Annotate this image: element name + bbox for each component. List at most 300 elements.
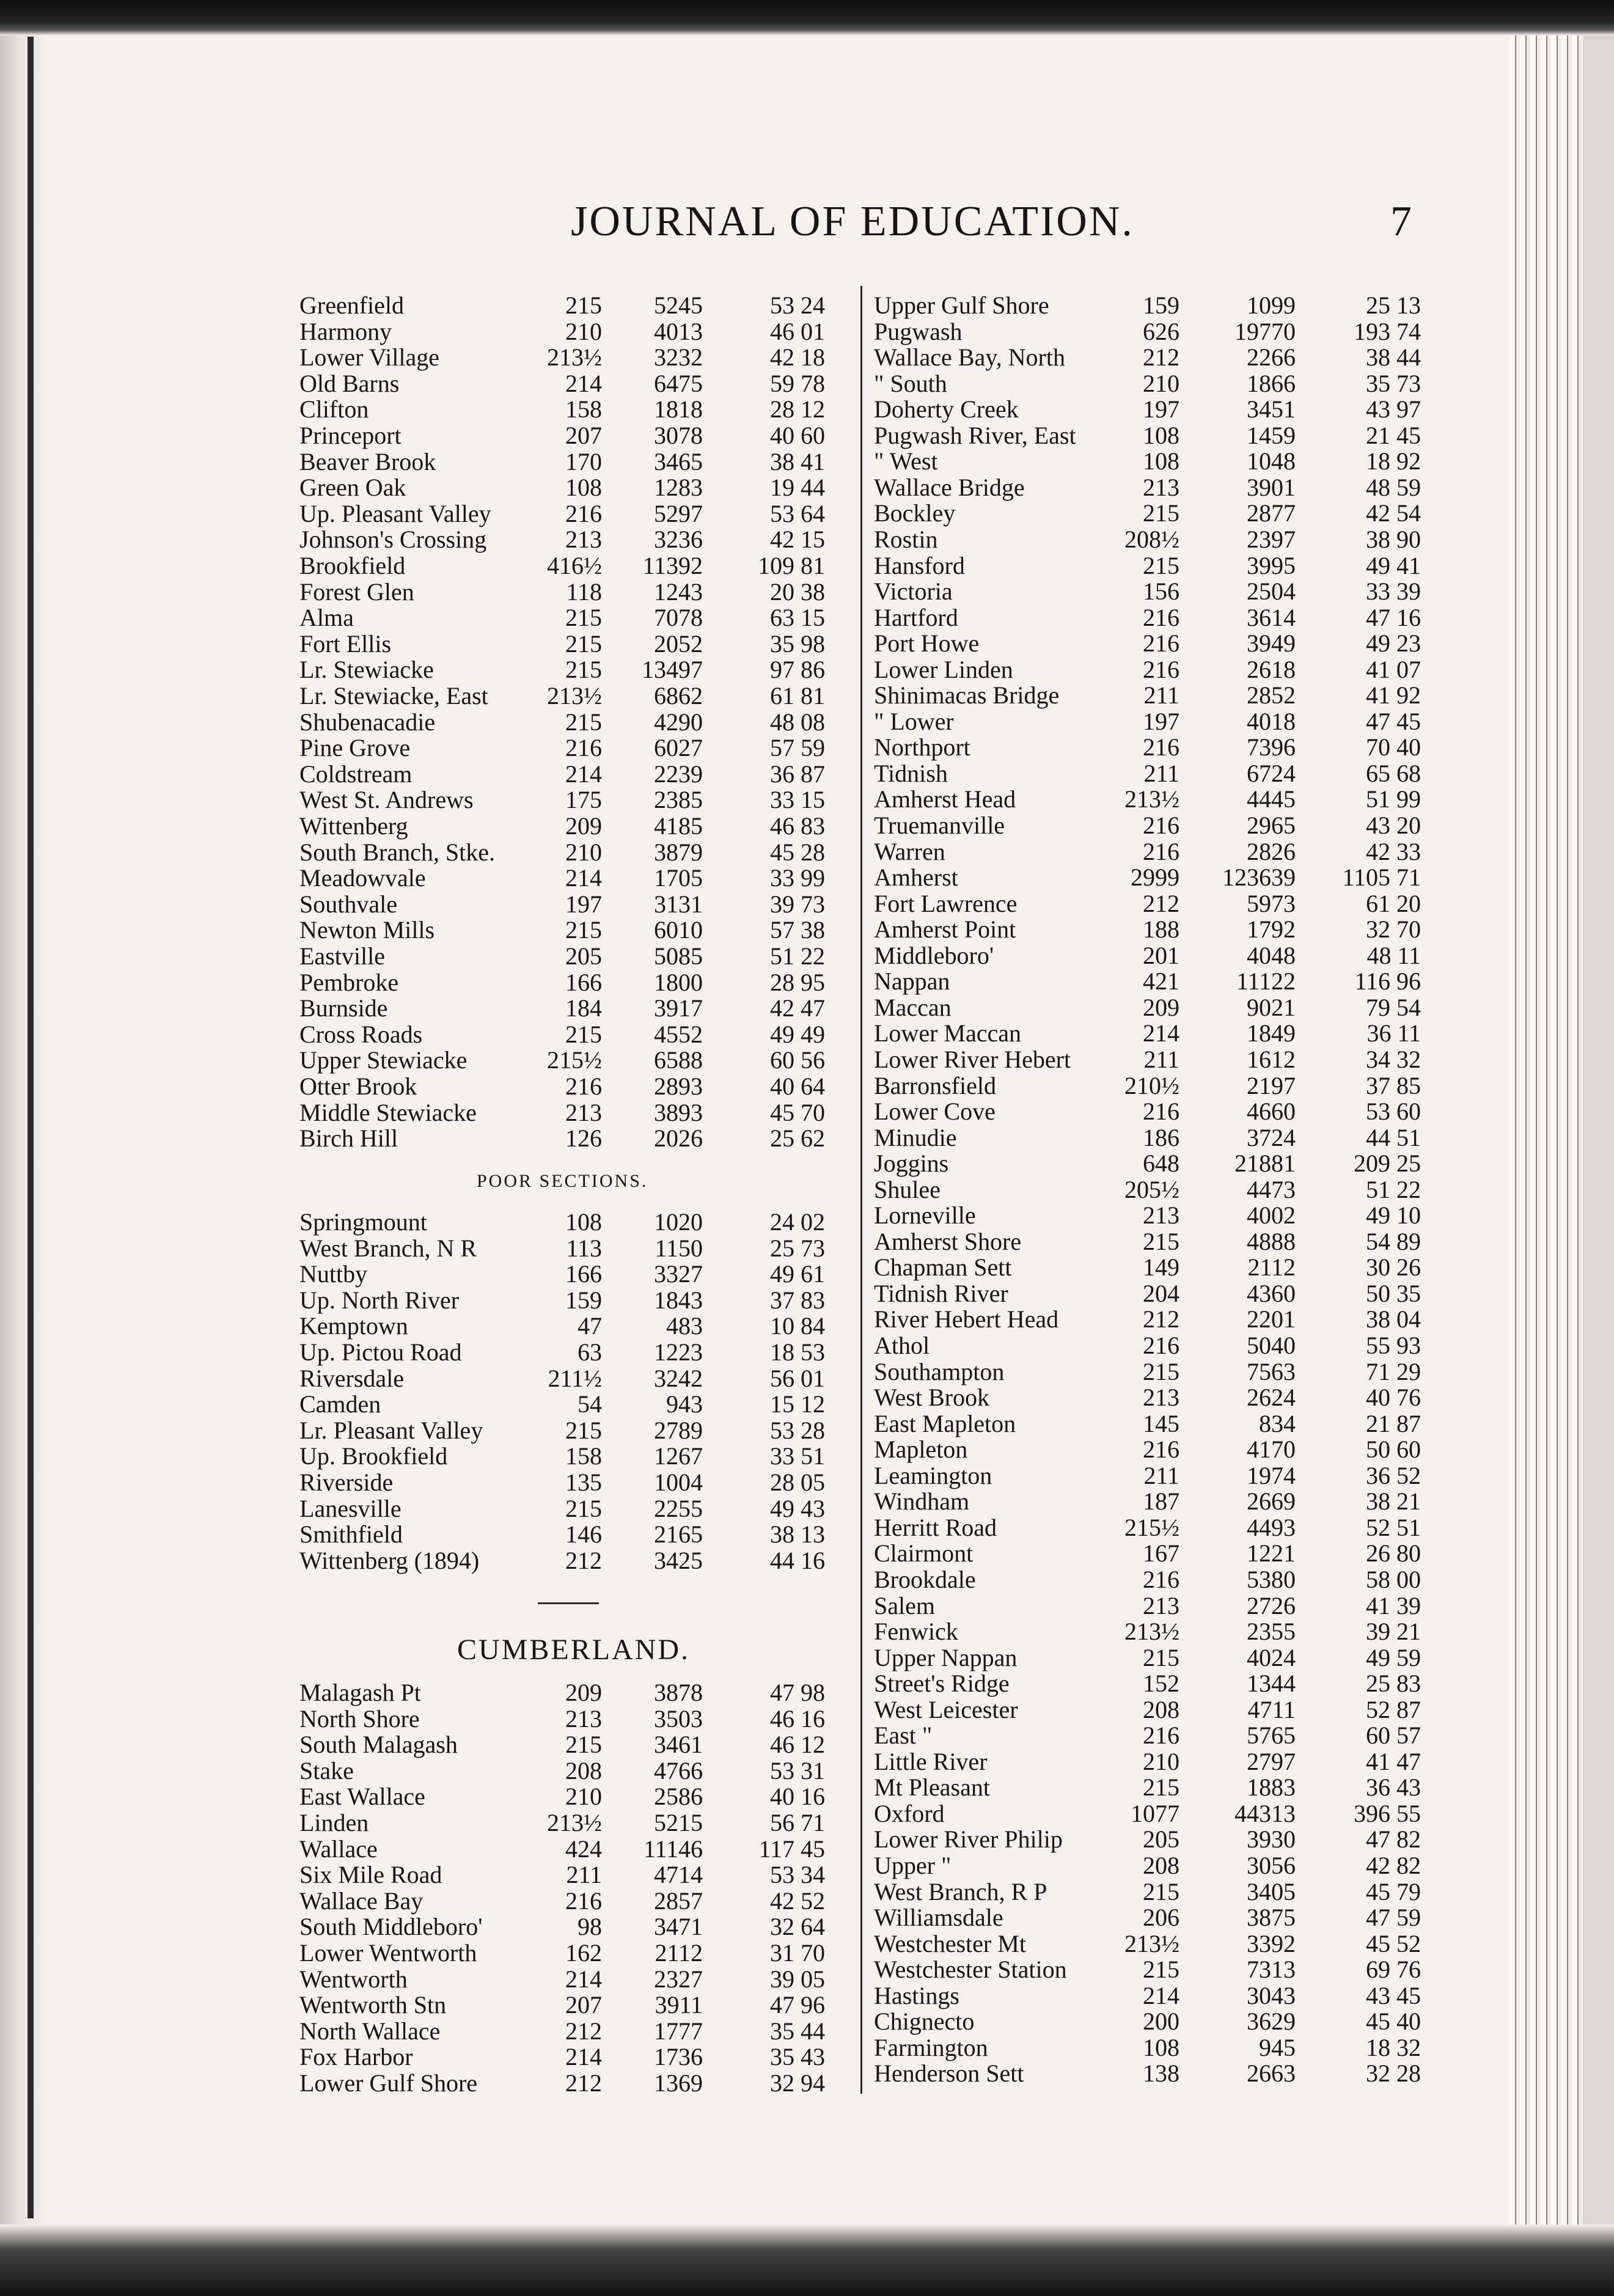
section-name: Linden: [299, 1809, 369, 1836]
grant-amount: 21 87: [1366, 1409, 1421, 1437]
days-taught: 215: [565, 916, 602, 944]
table-row: [874, 1202, 1424, 1229]
table-row: [874, 2060, 1424, 2087]
attendance-total: 3949: [1247, 629, 1296, 658]
days-taught: 213½: [1124, 1618, 1179, 1646]
grant-amount: 33 15: [770, 786, 825, 814]
section-name: Malagash Pt: [299, 1679, 421, 1706]
days-taught: 197: [1143, 395, 1179, 424]
section-name: Windham: [874, 1487, 970, 1516]
table-row: [874, 1280, 1424, 1307]
grant-amount: 45 28: [770, 838, 825, 866]
grant-amount: 38 13: [770, 1520, 825, 1549]
table-row: [299, 1810, 837, 1836]
grant-amount: 25 83: [1366, 1670, 1421, 1698]
attendance-total: 5245: [654, 292, 703, 319]
grant-amount: 35 98: [770, 629, 825, 658]
section-name: Lower Gulf Shore: [299, 2069, 478, 2097]
attendance-total: 3425: [654, 1546, 703, 1574]
attendance-total: 7396: [1247, 733, 1296, 761]
attendance-total: 3614: [1247, 603, 1296, 631]
section-name: Cross Roads: [299, 1020, 423, 1048]
days-taught: 215: [565, 604, 602, 632]
table-row: [299, 1679, 837, 1706]
days-taught: 210: [565, 1783, 602, 1811]
table-row: [874, 2034, 1424, 2061]
days-taught: 212: [565, 1546, 602, 1574]
attendance-total: 3878: [654, 1679, 703, 1706]
grant-amount: 117 45: [758, 1835, 825, 1863]
section-name: Amherst Shore: [874, 1227, 1022, 1255]
table-row: [299, 1940, 837, 1967]
attendance-total: 2026: [654, 1124, 703, 1153]
section-name: Northport: [874, 733, 970, 761]
attendance-total: 3917: [654, 994, 703, 1022]
attendance-total: 3451: [1247, 395, 1296, 424]
section-name: Springmount: [299, 1208, 427, 1236]
grant-amount: 32 94: [770, 2069, 825, 2097]
grant-amount: 53 60: [1366, 1098, 1421, 1126]
poor-sections-heading: POOR SECTIONS.: [477, 1171, 648, 1191]
days-taught: 205: [1143, 1825, 1179, 1854]
days-taught: 156: [1143, 578, 1179, 606]
days-taught: 215½: [547, 1046, 602, 1074]
days-taught: 215: [565, 292, 602, 319]
attendance-total: 123639: [1222, 864, 1296, 892]
attendance-total: 3078: [654, 422, 703, 449]
grant-amount: 46 16: [770, 1704, 825, 1733]
days-taught: 207: [565, 1991, 602, 2019]
table-row: [299, 1966, 837, 1993]
days-taught: 135: [565, 1469, 602, 1496]
table-row: [299, 1469, 837, 1496]
section-name: River Hebert Head: [874, 1305, 1059, 1333]
grant-amount: 47 82: [1366, 1825, 1421, 1854]
table-row: [299, 1417, 837, 1444]
days-taught: 188: [1143, 915, 1179, 944]
table-row: [874, 578, 1424, 605]
table-row: [874, 1956, 1424, 1983]
table-row: [874, 552, 1424, 579]
attendance-total: 1223: [654, 1338, 703, 1366]
attendance-total: 2112: [1247, 1253, 1296, 1282]
grant-amount: 44 16: [770, 1546, 825, 1574]
attendance-total: 7313: [1247, 1956, 1296, 1984]
section-name: Farmington: [874, 2033, 988, 2061]
table-row: [874, 1982, 1424, 2009]
journal-title: JOURNAL OF EDUCATION.: [571, 198, 1134, 245]
days-taught: 108: [1143, 447, 1179, 475]
attendance-total: 1020: [654, 1208, 703, 1236]
section-name: Victoria: [874, 578, 953, 606]
grant-amount: 40 60: [770, 422, 825, 449]
attendance-total: 4013: [654, 317, 703, 345]
table-row: [299, 1313, 837, 1340]
days-taught: 204: [1143, 1279, 1179, 1307]
section-name: Kemptown: [299, 1312, 408, 1340]
attendance-total: 834: [1259, 1409, 1296, 1437]
attendance-total: 3043: [1247, 1981, 1296, 2009]
attendance-total: 5215: [654, 1809, 703, 1836]
attendance-total: 1459: [1247, 421, 1296, 449]
section-name: Old Barns: [299, 369, 400, 397]
attendance-total: 1705: [654, 864, 703, 892]
table-row: [874, 526, 1424, 553]
section-name: Salem: [874, 1591, 935, 1619]
table-row: [874, 1645, 1424, 1671]
days-taught: 209: [565, 1679, 602, 1706]
section-name: Hansford: [874, 551, 965, 579]
days-taught: 213: [1143, 1201, 1179, 1230]
days-taught: 213: [565, 526, 602, 554]
attendance-total: 2826: [1247, 837, 1296, 865]
section-name: Lower River Hebert: [874, 1045, 1071, 1073]
grant-amount: 40 76: [1366, 1384, 1421, 1412]
attendance-total: 4473: [1247, 1175, 1296, 1203]
section-name: Upper Gulf Shore: [874, 292, 1049, 319]
table-row: [874, 1462, 1424, 1489]
grant-amount: 51 99: [1366, 785, 1421, 813]
table-row: [299, 474, 837, 501]
grant-amount: 61 20: [1366, 889, 1421, 917]
attendance-total: 4445: [1247, 785, 1296, 813]
grant-amount: 18 53: [770, 1338, 825, 1366]
days-taught: 215: [565, 1731, 602, 1759]
section-name: Herritt Road: [874, 1513, 997, 1541]
days-taught: 211½: [548, 1364, 602, 1392]
grant-amount: 28 05: [770, 1469, 825, 1496]
section-name: Lower Linden: [874, 655, 1013, 683]
section-name: Pine Grove: [299, 734, 411, 762]
table-row: [874, 630, 1424, 657]
grant-amount: 32 64: [770, 1913, 825, 1941]
days-taught: 167: [1143, 1539, 1179, 1568]
section-name: Shulee: [874, 1175, 941, 1203]
grant-amount: 31 70: [770, 1939, 825, 1967]
days-taught: 214: [1143, 1019, 1179, 1047]
attendance-total: 1800: [654, 968, 703, 996]
attendance-total: 2201: [1247, 1305, 1296, 1333]
grant-amount: 71 29: [1366, 1357, 1421, 1385]
attendance-total: 3242: [654, 1364, 703, 1392]
grant-amount: 116 96: [1354, 967, 1421, 996]
grant-amount: 35 43: [770, 2043, 825, 2071]
days-taught: 212: [1143, 1305, 1179, 1333]
grant-amount: 69 76: [1366, 1956, 1421, 1984]
attendance-total: 5380: [1247, 1565, 1296, 1593]
days-taught: 208: [1143, 1695, 1179, 1723]
section-name: East Mapleton: [874, 1409, 1016, 1437]
section-name: Fenwick: [874, 1618, 958, 1646]
days-taught: 166: [565, 1260, 602, 1288]
attendance-total: 2266: [1247, 343, 1296, 372]
days-taught: 216: [1143, 655, 1179, 683]
attendance-total: 1843: [654, 1286, 703, 1314]
section-name: Wallace Bridge: [874, 473, 1025, 501]
attendance-total: 943: [666, 1390, 703, 1418]
grant-amount: 36 11: [1366, 1019, 1421, 1047]
section-name: Hastings: [874, 1981, 959, 2009]
attendance-total: 4552: [654, 1020, 703, 1048]
attendance-total: 5765: [1247, 1722, 1296, 1750]
table-row: [874, 1098, 1424, 1125]
grant-amount: 19 44: [770, 474, 825, 502]
section-name: Up. Pleasant Valley: [299, 499, 491, 527]
grant-amount: 79 54: [1366, 993, 1421, 1021]
table-row: [299, 1391, 837, 1418]
attendance-total: 3056: [1247, 1852, 1296, 1879]
section-name: Middleboro': [874, 941, 994, 969]
table-row: [299, 1547, 837, 1574]
table-row: [299, 1861, 837, 1888]
grant-amount: 36 43: [1366, 1773, 1421, 1802]
days-taught: 213½: [547, 1809, 602, 1836]
days-taught: 213: [1143, 473, 1179, 501]
attendance-total: 3405: [1247, 1877, 1296, 1905]
attendance-total: 2789: [654, 1416, 703, 1444]
section-name: Smithfield: [299, 1520, 403, 1549]
attendance-total: 4290: [654, 708, 703, 736]
grant-amount: 50 60: [1366, 1436, 1421, 1464]
days-taught: 214: [565, 864, 602, 892]
section-name: Oxford: [874, 1799, 945, 1827]
grant-amount: 30 26: [1366, 1253, 1421, 1282]
section-name: Newton Mills: [299, 916, 435, 944]
grant-amount: 53 34: [770, 1861, 825, 1889]
grant-amount: 25 62: [770, 1124, 825, 1153]
days-taught: 152: [1143, 1670, 1179, 1698]
attendance-total: 2112: [655, 1939, 703, 1967]
grant-amount: 42 82: [1366, 1852, 1421, 1879]
grant-amount: 41 39: [1366, 1591, 1421, 1619]
table-row: [874, 734, 1424, 761]
table-row: [299, 1365, 837, 1392]
days-taught: 211: [1143, 681, 1179, 710]
grant-amount: 10 84: [770, 1312, 825, 1340]
days-taught: 184: [565, 994, 602, 1022]
table-row: [299, 1073, 837, 1100]
days-taught: 211: [1143, 1461, 1179, 1489]
table-row: [299, 1783, 837, 1810]
section-name: Westchester Mt: [874, 1929, 1026, 1957]
section-name: West Leicester: [874, 1695, 1018, 1723]
table-row: [874, 1879, 1424, 1905]
grant-amount: 38 41: [770, 447, 825, 475]
table-row: [299, 709, 837, 736]
attendance-total: 6588: [654, 1046, 703, 1074]
grant-amount: 44 51: [1366, 1123, 1421, 1151]
attendance-total: 3893: [654, 1098, 703, 1126]
attendance-total: 1283: [654, 474, 703, 502]
page-header: [293, 194, 1412, 249]
days-taught: 215: [565, 629, 602, 658]
table-row: [299, 761, 837, 788]
days-taught: 213: [1143, 1591, 1179, 1619]
table-row: [299, 1021, 837, 1048]
attendance-total: 21881: [1234, 1150, 1296, 1178]
table-row: [299, 2018, 837, 2045]
grant-amount: 47 16: [1366, 603, 1421, 631]
section-name: Green Oak: [299, 474, 406, 502]
days-taught: 63: [578, 1338, 602, 1366]
table-row: [299, 1758, 837, 1784]
section-name: Lr. Pleasant Valley: [299, 1416, 483, 1444]
grant-amount: 52 51: [1366, 1513, 1421, 1541]
attendance-total: 2726: [1247, 1591, 1296, 1619]
table-row: [874, 1410, 1424, 1437]
days-taught: 210: [565, 317, 602, 345]
days-taught: 416½: [547, 552, 602, 579]
grant-amount: 38 44: [1366, 343, 1421, 372]
grant-amount: 46 01: [770, 317, 825, 345]
section-name: Mapleton: [874, 1436, 968, 1464]
section-name: Burnside: [299, 994, 388, 1022]
table-row: [299, 969, 837, 996]
days-taught: 47: [578, 1312, 602, 1340]
section-name: " West: [874, 447, 938, 475]
attendance-total: 2239: [654, 760, 703, 788]
grant-amount: 42 15: [770, 526, 825, 554]
days-taught: 187: [1143, 1487, 1179, 1516]
days-taught: 145: [1143, 1409, 1179, 1437]
attendance-total: 3879: [654, 838, 703, 866]
days-taught: 197: [1143, 707, 1179, 735]
section-name: Minudie: [874, 1123, 957, 1151]
scan-left-margin: [0, 35, 49, 2224]
section-name: Warren: [874, 837, 945, 865]
table-row: [299, 1992, 837, 2019]
days-taught: 210½: [1124, 1071, 1179, 1099]
table-row: [874, 1826, 1424, 1853]
days-taught: 108: [565, 474, 602, 502]
grant-amount: 36 87: [770, 760, 825, 788]
section-name: Wentworth Stn: [299, 1991, 447, 2019]
section-name: Brookfield: [299, 552, 406, 579]
table-row: [874, 812, 1424, 839]
section-name: South Malagash: [299, 1731, 458, 1759]
grant-amount: 48 59: [1366, 473, 1421, 501]
section-name: Riverside: [299, 1469, 394, 1496]
table-row: [874, 1800, 1424, 1827]
table-row: [874, 396, 1424, 423]
scan-right-edge: [1583, 35, 1614, 2224]
table-row: [874, 422, 1424, 449]
attendance-total: 3232: [654, 343, 703, 372]
days-taught: 158: [565, 395, 602, 424]
days-taught: 214: [1143, 1981, 1179, 2009]
attendance-total: 5297: [654, 499, 703, 527]
days-taught: 216: [1143, 1436, 1179, 1464]
days-taught: 216: [1143, 1722, 1179, 1750]
attendance-total: 4714: [654, 1861, 703, 1889]
attendance-total: 3629: [1247, 2008, 1296, 2036]
grant-amount: 48 11: [1366, 941, 1421, 969]
days-taught: 118: [566, 578, 602, 606]
table-row: [874, 292, 1424, 319]
section-name: Street's Ridge: [874, 1670, 1010, 1698]
section-name: Tidnish River: [874, 1279, 1008, 1307]
days-taught: 210: [1143, 1747, 1179, 1775]
grant-amount: 57 59: [770, 734, 825, 762]
days-taught: 213: [565, 1098, 602, 1126]
grant-amount: 52 87: [1366, 1695, 1421, 1723]
section-name: Lower Village: [299, 343, 440, 372]
table-row: [874, 474, 1424, 501]
section-name: Lr. Stewiacke: [299, 656, 434, 684]
grant-amount: 15 12: [770, 1390, 825, 1418]
attendance-total: 2965: [1247, 812, 1296, 839]
days-taught: 214: [565, 1965, 602, 1993]
grant-amount: 20 38: [770, 578, 825, 606]
attendance-total: 4185: [654, 812, 703, 840]
table-row: [299, 1339, 837, 1366]
grant-amount: 59 78: [770, 369, 825, 397]
section-name: Truemanville: [874, 812, 1005, 839]
grant-amount: 32 70: [1366, 915, 1421, 944]
grant-amount: 209 25: [1354, 1150, 1421, 1178]
attendance-total: 6010: [654, 916, 703, 944]
section-name: Chignecto: [874, 2008, 975, 2036]
grant-amount: 18 32: [1366, 2033, 1421, 2061]
grant-amount: 65 68: [1366, 759, 1421, 787]
days-taught: 166: [565, 968, 602, 996]
attendance-total: 9021: [1247, 993, 1296, 1021]
section-name: Pugwash: [874, 317, 963, 345]
table-row: [299, 526, 837, 553]
attendance-total: 3131: [654, 890, 703, 918]
grant-amount: 40 16: [770, 1783, 825, 1811]
grant-amount: 43 97: [1366, 395, 1421, 424]
days-taught: 170: [565, 447, 602, 475]
grant-amount: 60 56: [770, 1046, 825, 1074]
grant-amount: 38 90: [1366, 525, 1421, 553]
grant-amount: 33 51: [770, 1442, 825, 1470]
attendance-total: 4888: [1247, 1227, 1296, 1255]
days-taught: 126: [565, 1124, 602, 1153]
section-name: Maccan: [874, 993, 952, 1021]
grant-amount: 58 00: [1366, 1565, 1421, 1593]
days-taught: 215½: [1124, 1513, 1179, 1541]
grant-amount: 49 59: [1366, 1643, 1421, 1671]
table-row: [874, 1124, 1424, 1151]
attendance-total: 1099: [1247, 292, 1296, 319]
attendance-total: 2165: [654, 1520, 703, 1549]
attendance-total: 1150: [655, 1234, 703, 1262]
grant-amount: 41 07: [1366, 655, 1421, 683]
table-row: [874, 760, 1424, 787]
section-name: Shubenacadie: [299, 708, 436, 736]
section-name: Fox Harbor: [299, 2043, 413, 2071]
table-row: [874, 500, 1424, 527]
attendance-total: 6724: [1247, 759, 1296, 787]
days-taught: 213½: [547, 682, 602, 710]
table-row: [299, 891, 837, 918]
days-taught: 98: [578, 1913, 602, 1941]
days-taught: 213½: [1124, 1929, 1179, 1957]
attendance-total: 3461: [654, 1731, 703, 1759]
table-row: [299, 839, 837, 866]
attendance-total: 5040: [1247, 1332, 1296, 1359]
days-taught: 216: [1143, 629, 1179, 658]
table-row: [299, 865, 837, 892]
days-taught: 213½: [547, 343, 602, 372]
days-taught: 205: [565, 942, 602, 970]
section-name: Pembroke: [299, 968, 399, 996]
attendance-total: 2797: [1247, 1747, 1296, 1775]
days-taught: 216: [1143, 812, 1179, 839]
grant-amount: 34 32: [1366, 1045, 1421, 1073]
section-name: Chapman Sett: [874, 1253, 1012, 1282]
